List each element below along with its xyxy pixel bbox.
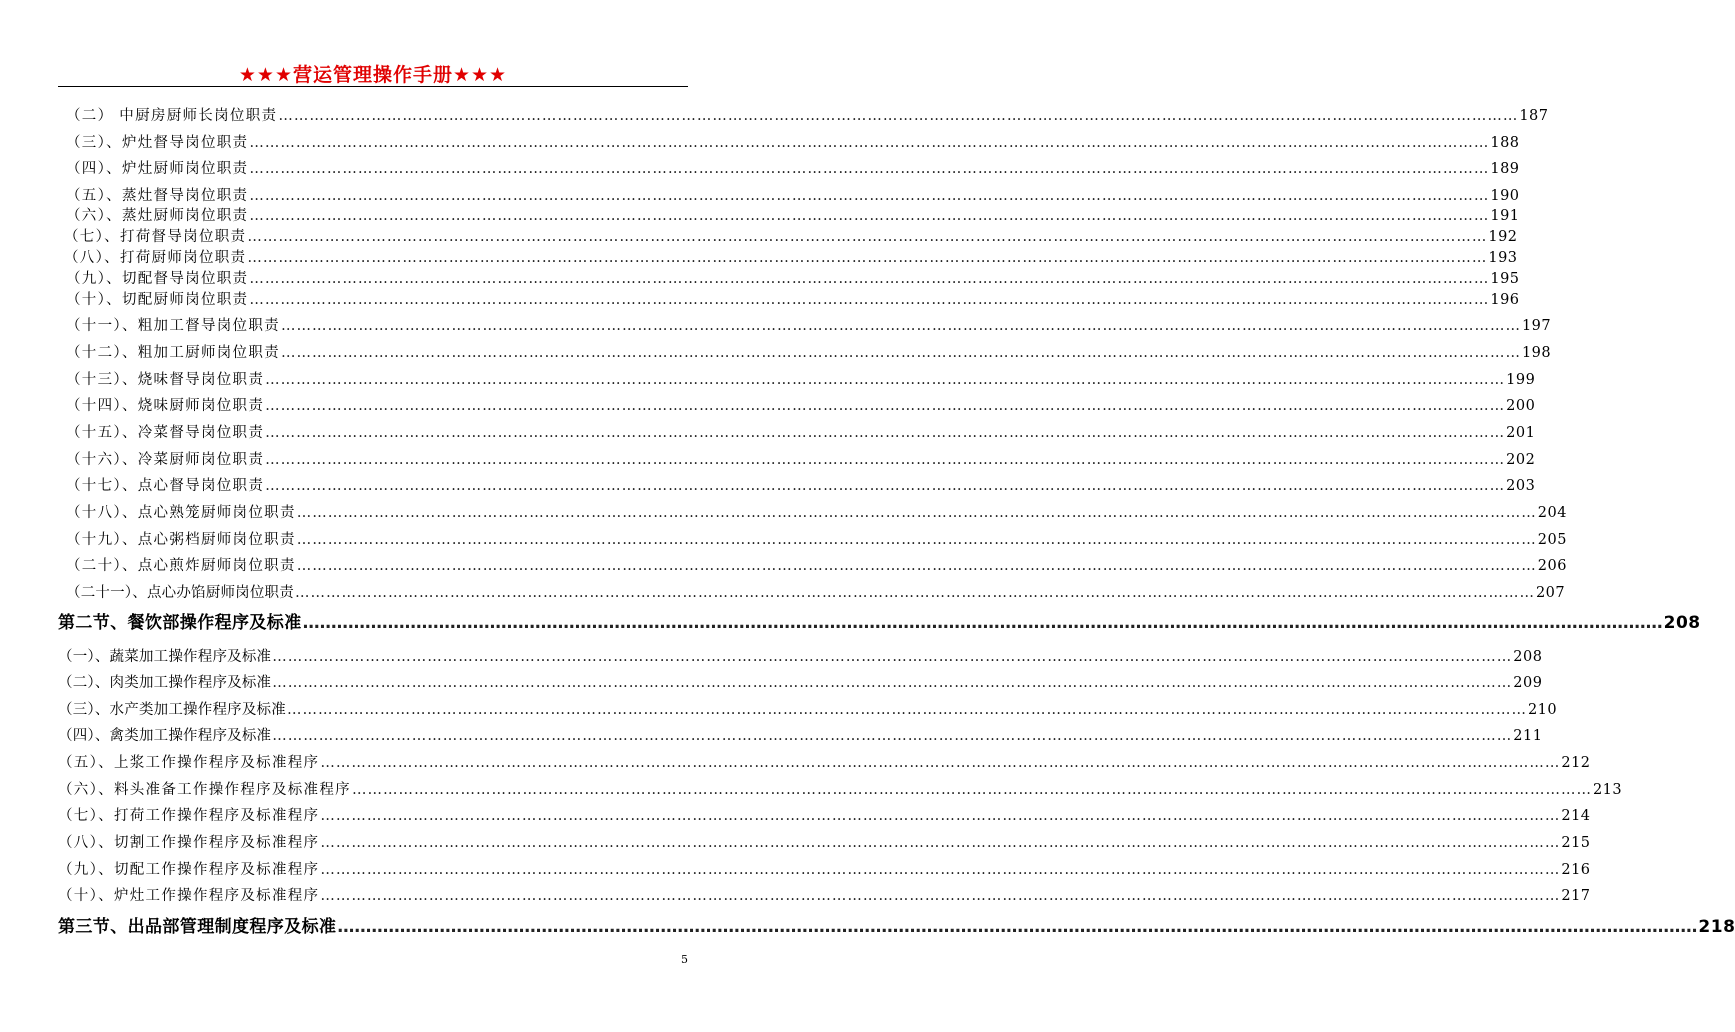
- toc-entry[interactable]: [66, 397, 1536, 415]
- toc-entry-label: （八）、切割工作操作程序及标准程序: [58, 835, 320, 851]
- dot-leader: ……………………………………………………………………………………………………………………………………………………………………………………………………………………: [337, 917, 1698, 937]
- toc-entry[interactable]: [66, 107, 1549, 125]
- toc-entry[interactable]: [58, 648, 1543, 666]
- dot-leader: ……………………………………………………………………………………………………………………………………………………………………………………………………………………: [249, 161, 1490, 177]
- toc-entry[interactable]: [66, 504, 1567, 522]
- toc-entry[interactable]: [66, 531, 1567, 549]
- dot-leader: ……………………………………………………………………………………………………………………………………………………………………………………………………………………: [272, 728, 1513, 744]
- toc-entry-label: （一）、蔬菜加工操作程序及标准: [58, 649, 272, 665]
- toc-entry-page: 213: [1592, 782, 1623, 798]
- toc-entry-page: 195: [1490, 271, 1520, 287]
- toc-entry-label: （六）、蒸灶厨师岗位职责: [66, 208, 249, 224]
- toc-entry-page: 200: [1506, 398, 1536, 414]
- toc-entry-label: （二十）、点心煎炸厨师岗位职责: [66, 558, 296, 574]
- toc-entry-label: （十五）、冷菜督导岗位职责: [66, 425, 265, 441]
- toc-entry[interactable]: [66, 187, 1520, 205]
- toc-entry-page: 199: [1506, 372, 1536, 388]
- toc-entry[interactable]: [64, 228, 1518, 246]
- toc-entry-label: （四）、禽类加工操作程序及标准: [58, 728, 272, 744]
- dot-leader: ……………………………………………………………………………………………………………………………………………………………………………………………………………………: [296, 505, 1537, 521]
- toc-entry-page: 211: [1513, 728, 1543, 744]
- toc-entry[interactable]: [66, 451, 1536, 469]
- dot-leader: ……………………………………………………………………………………………………………………………………………………………………………………………………………………: [294, 585, 1535, 601]
- toc-entry-label: （九）、切配督导岗位职责: [66, 271, 249, 287]
- toc-entry[interactable]: [58, 834, 1591, 852]
- toc-entry-page: 202: [1506, 452, 1536, 468]
- toc-entry-label: （十）、炉灶工作操作程序及标准程序: [58, 888, 320, 904]
- toc-entry[interactable]: [58, 887, 1591, 905]
- toc-entry-page: 189: [1490, 161, 1520, 177]
- toc-entry-page: 198: [1521, 345, 1552, 361]
- toc-entry-page: 203: [1506, 478, 1536, 494]
- toc-entry-page: 217: [1561, 888, 1591, 904]
- toc-entry-label: （七）、打荷工作操作程序及标准程序: [58, 808, 320, 824]
- toc-entry[interactable]: [66, 160, 1520, 178]
- toc-entry-page: 201: [1506, 425, 1536, 441]
- toc-entry-page: 197: [1521, 318, 1552, 334]
- toc-entry-label: （七）、打荷督导岗位职责: [64, 229, 247, 245]
- toc-entry[interactable]: [58, 674, 1543, 692]
- dot-leader: ……………………………………………………………………………………………………………………………………………………………………………………………………………………: [249, 135, 1490, 151]
- dot-leader: ……………………………………………………………………………………………………………………………………………………………………………………………………………………: [320, 755, 1561, 771]
- toc-entry[interactable]: [58, 754, 1591, 772]
- toc-entry-page: 206: [1537, 558, 1567, 574]
- toc-entry-label: （十一）、粗加工督导岗位职责: [66, 318, 280, 334]
- toc-entry[interactable]: [58, 727, 1543, 745]
- toc-entry[interactable]: [66, 424, 1536, 442]
- toc-entry-page: 214: [1561, 808, 1591, 824]
- toc-entry-page: 187: [1519, 108, 1549, 124]
- toc-entry-label: （九）、切配工作操作程序及标准程序: [58, 862, 320, 878]
- dot-leader: ……………………………………………………………………………………………………………………………………………………………………………………………………………………: [265, 372, 1506, 388]
- dot-leader: ……………………………………………………………………………………………………………………………………………………………………………………………………………………: [265, 398, 1506, 414]
- toc-entry-page: 204: [1537, 505, 1567, 521]
- toc-section-label: 第三节、出品部管理制度程序及标准: [58, 917, 337, 937]
- toc-entry-label: （二） 中厨房厨师长岗位职责: [66, 108, 278, 124]
- page-number: 5: [681, 953, 688, 966]
- dot-leader: ……………………………………………………………………………………………………………………………………………………………………………………………………………………: [278, 108, 1519, 124]
- dot-leader: ……………………………………………………………………………………………………………………………………………………………………………………………………………………: [249, 208, 1490, 224]
- toc-entry-label: （二）、肉类加工操作程序及标准: [58, 675, 272, 691]
- toc-entry-page: 212: [1561, 755, 1591, 771]
- toc-entry-label: （六）、料头准备工作操作程序及标准程序: [58, 782, 351, 798]
- toc-entry-page: 210: [1527, 702, 1558, 718]
- toc-entry-page: 191: [1490, 208, 1520, 224]
- dot-leader: ……………………………………………………………………………………………………………………………………………………………………………………………………………………: [265, 452, 1506, 468]
- manual-title: ★★★营运管理操作手册★★★: [238, 64, 508, 86]
- toc-entry-label: （二十一）、点心办馅厨师岗位职责: [66, 585, 294, 601]
- dot-leader: ……………………………………………………………………………………………………………………………………………………………………………………………………………………: [320, 808, 1561, 824]
- toc-entry-page: 193: [1488, 250, 1518, 266]
- toc-entry[interactable]: [66, 344, 1552, 362]
- dot-leader: ……………………………………………………………………………………………………………………………………………………………………………………………………………………: [247, 229, 1488, 245]
- toc-entry[interactable]: [64, 249, 1518, 267]
- toc-entry-page: 205: [1537, 532, 1567, 548]
- toc-entry-page: 188: [1490, 135, 1520, 151]
- dot-leader: ……………………………………………………………………………………………………………………………………………………………………………………………………………………: [249, 292, 1490, 308]
- toc-entry[interactable]: [66, 207, 1520, 225]
- toc-entry-page: 207: [1535, 585, 1566, 601]
- dot-leader: ……………………………………………………………………………………………………………………………………………………………………………………………………………………: [351, 782, 1592, 798]
- dot-leader: ……………………………………………………………………………………………………………………………………………………………………………………………………………………: [247, 250, 1488, 266]
- toc-entry-label: （十四）、烧味厨师岗位职责: [66, 398, 265, 414]
- toc-entry[interactable]: [66, 557, 1567, 575]
- dot-leader: ……………………………………………………………………………………………………………………………………………………………………………………………………………………: [320, 862, 1561, 878]
- dot-leader: ……………………………………………………………………………………………………………………………………………………………………………………………………………………: [272, 649, 1513, 665]
- toc-entry-label: （十九）、点心粥档厨师岗位职责: [66, 532, 296, 548]
- dot-leader: ……………………………………………………………………………………………………………………………………………………………………………………………………………………: [296, 532, 1537, 548]
- toc-entry-label: （三）、炉灶督导岗位职责: [66, 135, 249, 151]
- toc-entry-page: 216: [1561, 862, 1591, 878]
- toc-entry-label: （五）、上浆工作操作程序及标准程序: [58, 755, 320, 771]
- dot-leader: ……………………………………………………………………………………………………………………………………………………………………………………………………………………: [286, 702, 1527, 718]
- toc-entry-label: （十二）、粗加工厨师岗位职责: [66, 345, 280, 361]
- dot-leader: ……………………………………………………………………………………………………………………………………………………………………………………………………………………: [302, 613, 1663, 633]
- toc-section-label: 第二节、餐饮部操作程序及标准: [58, 613, 302, 633]
- toc-entry-label: （十三）、烧味督导岗位职责: [66, 372, 265, 388]
- dot-leader: ……………………………………………………………………………………………………………………………………………………………………………………………………………………: [320, 835, 1561, 851]
- toc-entry[interactable]: [66, 134, 1520, 152]
- toc-entry-page: 192: [1488, 229, 1518, 245]
- toc-entry-label: （四）、炉灶厨师岗位职责: [66, 161, 249, 177]
- toc-entry[interactable]: [66, 477, 1536, 495]
- toc-entry[interactable]: [58, 861, 1591, 879]
- toc-entry-label: （三）、水产类加工操作程序及标准: [58, 702, 286, 718]
- toc-entry[interactable]: [66, 317, 1552, 335]
- toc-entry[interactable]: [66, 371, 1536, 389]
- toc-entry-label: （十七）、点心督导岗位职责: [66, 478, 265, 494]
- dot-leader: ……………………………………………………………………………………………………………………………………………………………………………………………………………………: [265, 478, 1506, 494]
- toc-entry-label: （十）、切配厨师岗位职责: [66, 292, 249, 308]
- toc-section-page: 208: [1663, 613, 1701, 633]
- toc-entry-page: 190: [1490, 188, 1520, 204]
- dot-leader: ……………………………………………………………………………………………………………………………………………………………………………………………………………………: [280, 345, 1521, 361]
- dot-leader: ……………………………………………………………………………………………………………………………………………………………………………………………………………………: [272, 675, 1513, 691]
- toc-entry-label: （十六）、冷菜厨师岗位职责: [66, 452, 265, 468]
- toc-entry-label: （八）、打荷厨师岗位职责: [64, 250, 247, 266]
- toc-section-heading[interactable]: [58, 917, 1735, 937]
- toc-entry-label: （五）、蒸灶督导岗位职责: [66, 188, 249, 204]
- dot-leader: ……………………………………………………………………………………………………………………………………………………………………………………………………………………: [280, 318, 1521, 334]
- toc-entry-page: 209: [1513, 675, 1543, 691]
- toc-entry[interactable]: [58, 781, 1623, 799]
- toc-entry[interactable]: [66, 270, 1520, 288]
- dot-leader: ……………………………………………………………………………………………………………………………………………………………………………………………………………………: [296, 558, 1537, 574]
- toc-section-heading[interactable]: [58, 613, 1701, 633]
- toc-entry[interactable]: [66, 584, 1566, 602]
- toc-entry[interactable]: [66, 291, 1520, 309]
- toc-entry-page: 208: [1513, 649, 1543, 665]
- toc-entry-page: 215: [1561, 835, 1591, 851]
- toc-entry-page: 196: [1490, 292, 1520, 308]
- dot-leader: ……………………………………………………………………………………………………………………………………………………………………………………………………………………: [320, 888, 1561, 904]
- toc-entry[interactable]: [58, 807, 1591, 825]
- dot-leader: ……………………………………………………………………………………………………………………………………………………………………………………………………………………: [249, 188, 1490, 204]
- dot-leader: ……………………………………………………………………………………………………………………………………………………………………………………………………………………: [249, 271, 1490, 287]
- dot-leader: ……………………………………………………………………………………………………………………………………………………………………………………………………………………: [265, 425, 1506, 441]
- toc-entry-label: （十八）、点心熟笼厨师岗位职责: [66, 505, 296, 521]
- toc-entry[interactable]: [58, 701, 1558, 719]
- toc-section-page: 218: [1698, 917, 1735, 937]
